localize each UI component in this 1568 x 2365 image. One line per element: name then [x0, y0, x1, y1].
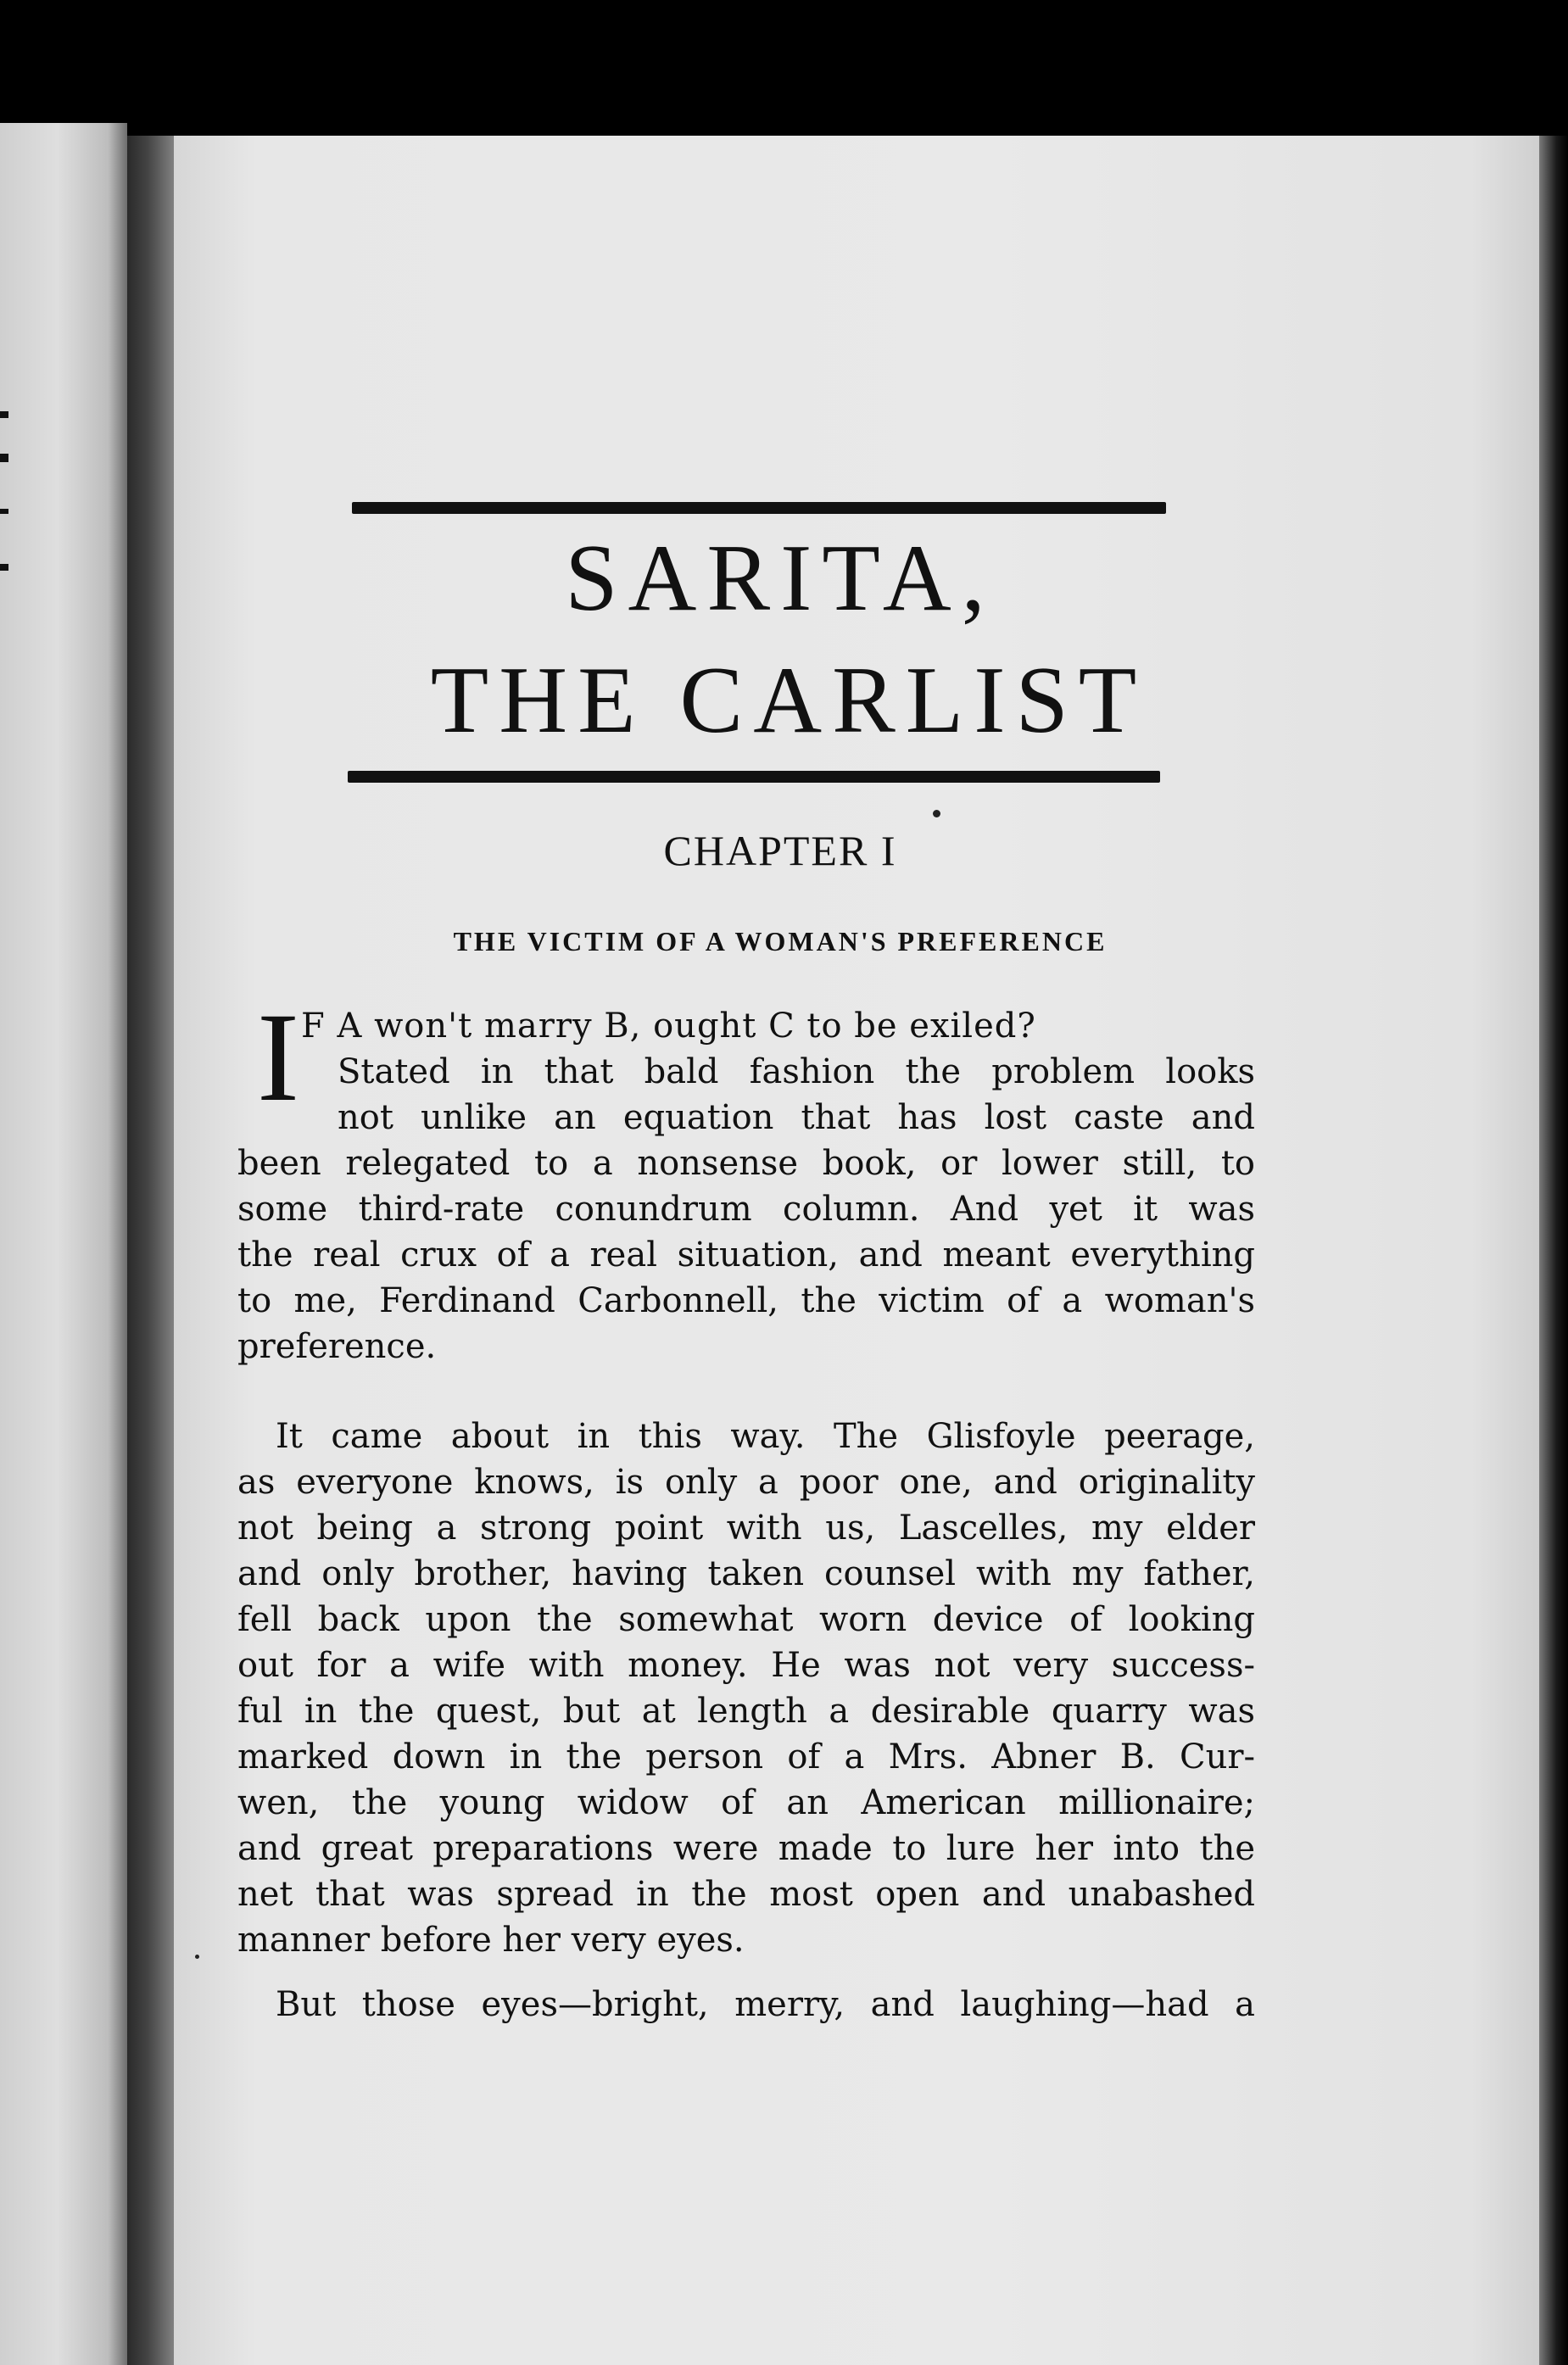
text-line: preference. [237, 1327, 437, 1366]
text-line: manner before her very eyes. [237, 1921, 745, 1960]
text-line: not being a strong point with us, Lascelles, my elder [237, 1509, 1255, 1548]
chapter-subtitle: THE VICTIM OF A WOMAN'S PREFERENCE [453, 926, 1108, 957]
facing-page-edge [0, 123, 127, 2365]
text-line: as everyone knows, is only a poor one, and originality [237, 1463, 1255, 1502]
edge-mark [0, 509, 8, 514]
print-speck [195, 1955, 199, 1959]
text-line: marked down in the person of a Mrs. Abner B. Cur- [237, 1737, 1255, 1777]
text-line: fell back upon the somewhat worn device of looking [237, 1600, 1255, 1639]
edge-mark [0, 454, 8, 462]
text-line: and great preparations were made to lure her into the [237, 1829, 1255, 1868]
book-title-line-2: THE CARLIST [430, 648, 1147, 753]
text-line: Stated in that bald fashion the problem looks [338, 1052, 1255, 1091]
chapter-heading: CHAPTER I [663, 827, 897, 874]
edge-mark [0, 564, 8, 571]
edge-mark [0, 411, 8, 418]
book-gutter [127, 136, 178, 2365]
text-line: been relegated to a nonsense book, or lower still, to [237, 1144, 1255, 1183]
title-rule-top [352, 502, 1166, 514]
paragraph-3 [237, 1982, 1255, 2028]
text-line: to me, Ferdinand Carbonnell, the victim of a woman's [237, 1281, 1255, 1320]
page-right-edge [1539, 136, 1568, 2365]
title-rule-bottom [348, 771, 1160, 783]
book-title-line-1: SARITA, [565, 526, 996, 631]
text-line: F A won't marry B, ought C to be exiled? [301, 1007, 1036, 1046]
text-line: wen, the young widow of an American millionaire; [237, 1783, 1255, 1822]
text-line: net that was spread in the most open and unabashed [237, 1875, 1255, 1914]
drop-cap: I [257, 987, 299, 1128]
text-line: It came about in this way. The Glisfoyle peerage, [276, 1417, 1255, 1456]
text-line: But those eyes—bright, merry, and laughing—had a [276, 1985, 1255, 2024]
text-line: some third-rate conundrum column. And yet it was [237, 1190, 1255, 1229]
text-line: out for a wife with money. He was not very success- [237, 1646, 1255, 1685]
text-line: and only brother, having taken counsel with my father, [237, 1554, 1255, 1593]
text-line: ful in the quest, but at length a desirable quarry was [237, 1692, 1255, 1731]
paragraph-1 [237, 1003, 1255, 1369]
text-line: the real crux of a real situation, and meant everything [237, 1235, 1255, 1275]
paragraph-2 [237, 1414, 1255, 1963]
print-speck [933, 810, 940, 817]
text-line: not unlike an equation that has lost caste and [338, 1098, 1255, 1137]
